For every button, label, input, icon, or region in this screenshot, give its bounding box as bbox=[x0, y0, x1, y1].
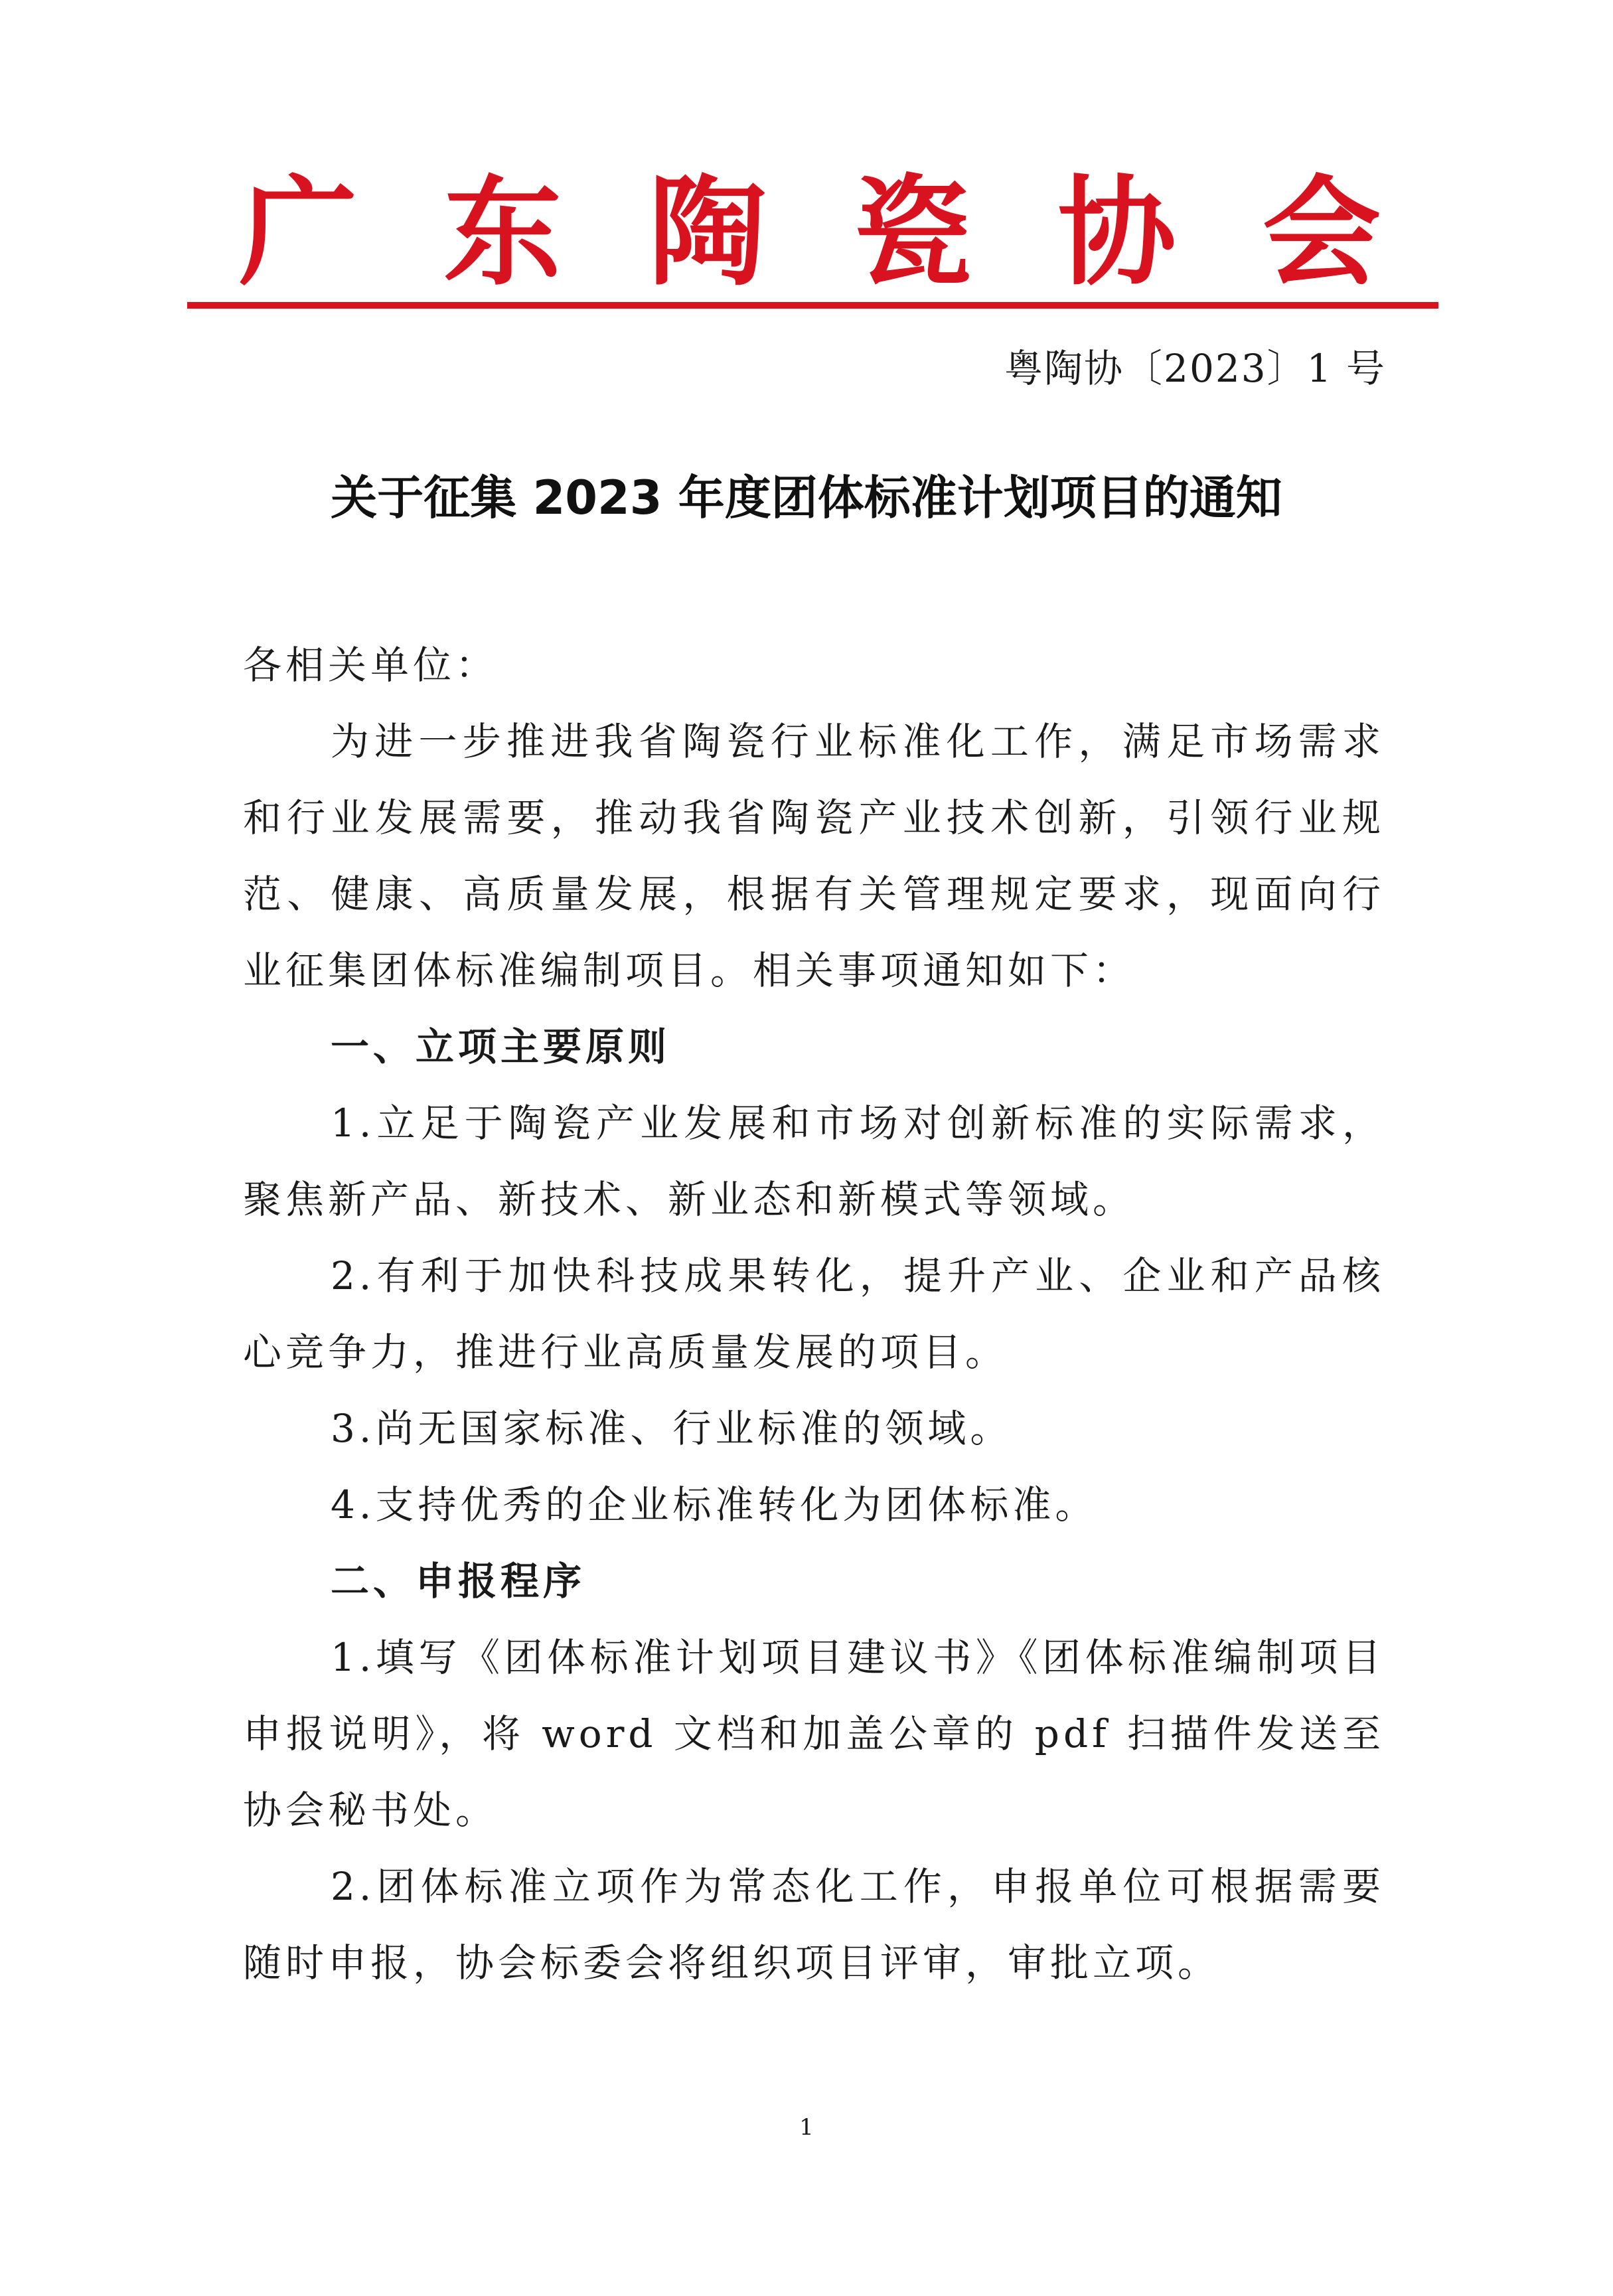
masthead-char: 瓷 bbox=[853, 163, 972, 301]
masthead-char: 协 bbox=[1057, 163, 1176, 301]
principle-item: 1.立足于陶瓷产业发展和市场对创新标准的实际需求，聚焦新产品、新技术、新业态和新模式等领域。 bbox=[243, 1101, 1385, 1222]
masthead-char: 东 bbox=[443, 163, 562, 301]
procedure-item: 2.团体标准立项作为常态化工作，申报单位可根据需要随时申报，协会标委会将组织项目评审，审批立项。 bbox=[243, 1864, 1385, 1985]
principle-item: 4.支持优秀的企业标准转化为团体标准。 bbox=[331, 1482, 1098, 1527]
document-number: 粤陶协〔2023〕1 号 bbox=[1004, 346, 1386, 391]
masthead-org-name bbox=[239, 163, 1381, 301]
principle-item: 2.有利于加快科技成果转化，提升产业、企业和产品核心竞争力，推进行业高质量发展的项目。 bbox=[243, 1253, 1385, 1375]
section-heading-principles: 一、立项主要原则 bbox=[331, 1024, 671, 1069]
salutation: 各相关单位： bbox=[243, 643, 499, 688]
masthead-divider bbox=[187, 302, 1438, 309]
document-title: 关于征集 2023 年度团体标准计划项目的通知 bbox=[331, 471, 1282, 525]
procedure-item: 1.填写《团体标准计划项目建议书》《团体标准编制项目申报说明》，将 word 文档和加盖公章的 pdf 扫描件发送至协会秘书处。 bbox=[243, 1635, 1385, 1833]
masthead-char: 会 bbox=[1262, 163, 1381, 301]
masthead-char: 陶 bbox=[648, 163, 767, 301]
intro-paragraph: 为进一步推进我省陶瓷行业标准化工作，满足市场需求和行业发展需要，推动我省陶瓷产业技术创新，引领行业规范、健康、高质量发展，根据有关管理规定要求，现面向行业征集团体标准编制项目。相关事项通知如下： bbox=[243, 719, 1385, 993]
section-heading-procedure: 二、申报程序 bbox=[331, 1559, 586, 1604]
principle-item: 3.尚无国家标准、行业标准的领域。 bbox=[331, 1406, 1013, 1451]
document-body bbox=[243, 627, 1385, 2001]
page-number: 1 bbox=[799, 2114, 814, 2141]
masthead-char: 广 bbox=[239, 163, 357, 301]
